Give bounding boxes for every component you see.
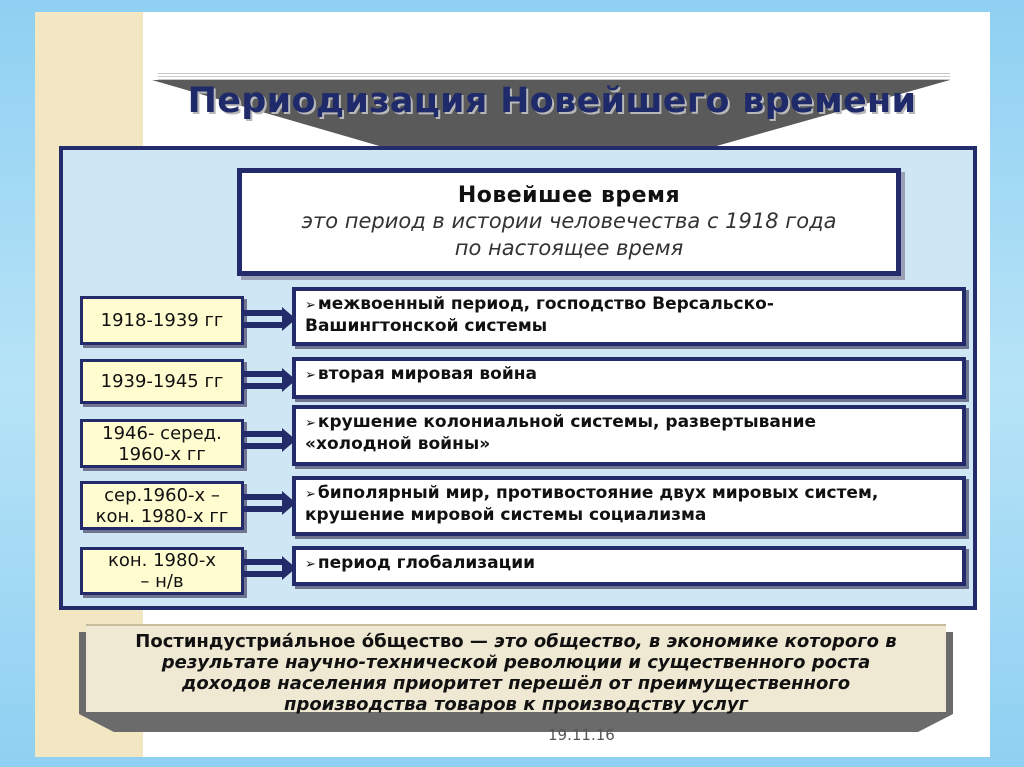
definition-line-1: это период в истории человечества с 1918 года bbox=[301, 209, 837, 233]
arrow-icon bbox=[244, 428, 296, 454]
footer-definition bbox=[86, 624, 946, 715]
definition-box bbox=[237, 168, 901, 276]
period-desc-line: крушение мировой системы социализма bbox=[305, 505, 707, 525]
period-dates-line: кон. 1980-х bbox=[107, 550, 217, 571]
period-desc-4 bbox=[292, 476, 966, 536]
period-desc-line: вторая мировая война bbox=[317, 364, 537, 384]
arrow-bullet-icon: ➢ bbox=[305, 487, 316, 502]
footer-line-1: это общество, в экономике которого в bbox=[494, 631, 897, 652]
period-desc-line: «холодной войны» bbox=[305, 434, 491, 454]
period-desc-line: биполярный мир, противостояние двух мировых систем, bbox=[317, 483, 879, 503]
period-desc-line: Вашингтонской системы bbox=[305, 316, 548, 336]
period-desc-line: крушение колониальной системы, развертывание bbox=[317, 412, 817, 432]
period-dates-line: 1960-х гг bbox=[118, 443, 206, 465]
period-dates-2 bbox=[80, 359, 244, 404]
arrow-icon bbox=[244, 491, 296, 517]
arrow-bullet-icon: ➢ bbox=[305, 368, 316, 383]
header-rule bbox=[158, 71, 950, 80]
period-desc-5 bbox=[292, 546, 966, 586]
period-desc-1 bbox=[292, 287, 966, 346]
period-desc-line: межвоенный период, господство Версальско- bbox=[317, 294, 774, 314]
definition-line-2: по настоящее время bbox=[454, 236, 684, 260]
page-title: Периодизация Новейшего времени bbox=[187, 81, 917, 121]
period-dates-line: кон. 1980-х гг bbox=[95, 505, 229, 527]
arrow-icon bbox=[244, 307, 296, 333]
arrow-icon bbox=[244, 556, 296, 582]
period-dates-5 bbox=[80, 547, 244, 595]
period-dates-line: 1939-1945 гг bbox=[100, 371, 224, 392]
period-dates-1 bbox=[80, 296, 244, 345]
arrow-bullet-icon: ➢ bbox=[305, 557, 316, 572]
period-dates-line: 1946- серед. bbox=[102, 422, 222, 444]
definition-title: Новейшее время bbox=[457, 183, 681, 208]
arrow-bullet-icon: ➢ bbox=[305, 298, 316, 313]
period-desc-2 bbox=[292, 357, 966, 399]
footer-line-2: результате научно-технической революции и существенного роста bbox=[161, 652, 871, 673]
period-desc-3 bbox=[292, 405, 966, 466]
period-desc-line: период глобализации bbox=[317, 553, 536, 573]
footer-line-4: производства товаров к производству услуг bbox=[284, 694, 748, 715]
footer-line-3: доходов населения приоритет перешёл от преимущественного bbox=[181, 673, 851, 694]
period-dates-line: – н/в bbox=[140, 571, 184, 592]
date-stamp: 19.11.16 bbox=[548, 726, 615, 744]
period-dates-line: 1918-1939 гг bbox=[100, 310, 224, 331]
footer-dash: — bbox=[463, 631, 495, 652]
period-dates-line: сер.1960-х – bbox=[104, 484, 220, 506]
arrow-bullet-icon: ➢ bbox=[305, 416, 316, 431]
period-dates-3 bbox=[80, 419, 244, 468]
arrow-icon bbox=[244, 368, 296, 394]
period-dates-4 bbox=[80, 481, 244, 530]
footer-term: Постиндустриа́льное о́бщество bbox=[135, 631, 464, 652]
